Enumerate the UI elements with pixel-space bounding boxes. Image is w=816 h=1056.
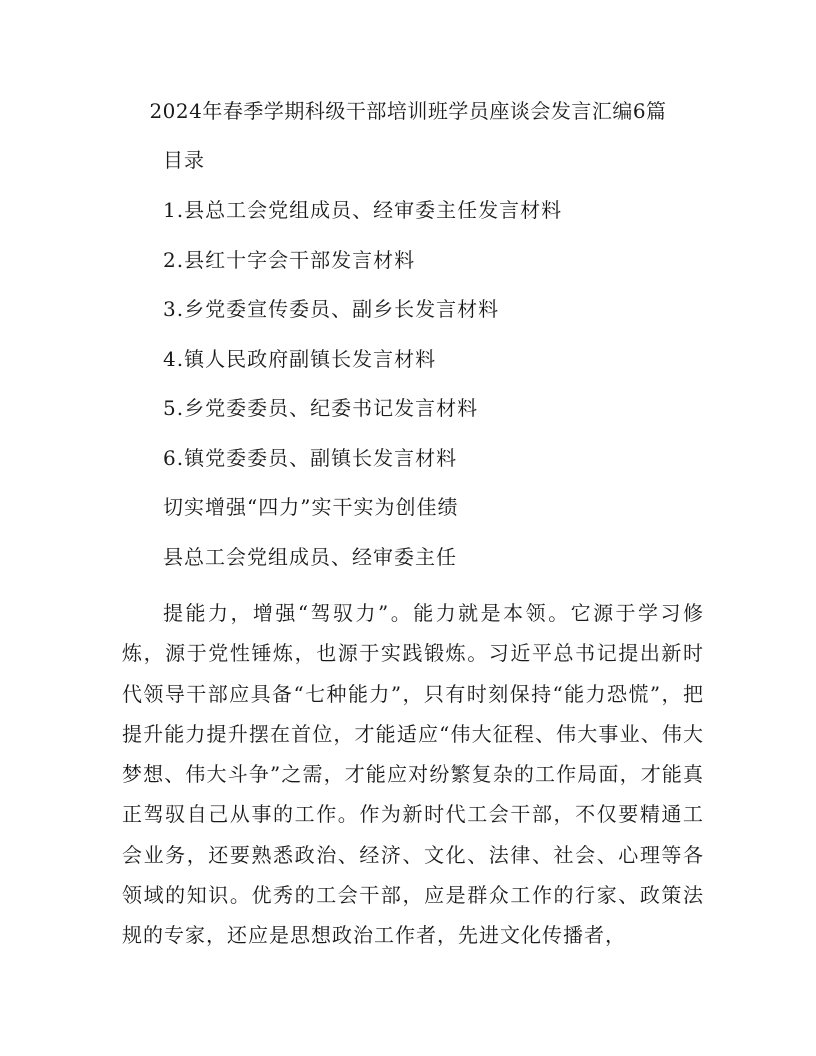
- toc-heading: 目录: [163, 148, 205, 172]
- toc-item-3: 3.乡党委宣传委员、副乡长发言材料: [163, 297, 500, 321]
- body-paragraph: 提能力，增强“驾驭力”。能力就是本领。它源于学习修炼，源于党性锤炼，也源于实践锻炼。习近平总书记提出新时代领导干部应具备“七种能力”，只有时刻保持“能力恐慌”，把提升能力提升摆在首位，才能适应“伟大征程、伟大事业、伟大梦想、伟大斗争”之需，才能应对纷繁复杂的工作局面，才能真正驾驭自己从事的工作。作为新时代工会干部，不仅要精通工会业务，还要熟悉政治、经济、文化、法律、社会、心理等各领域的知识。优秀的工会干部，应是群众工作的行家、政策法规的专家，还应是思想政治工作者，先进文化传播者，: [122, 601, 704, 948]
- document-title: 2024年春季学期科级干部培训班学员座谈会发言汇编6篇: [149, 99, 667, 123]
- toc-item-6: 6.镇党委委员、副镇长发言材料: [163, 446, 458, 470]
- article-author: 县总工会党组成员、经审委主任: [163, 545, 457, 569]
- article-title: 切实增强“四力”实干实为创佳绩: [163, 495, 459, 519]
- toc-item-2: 2.县红十字会干部发言材料: [163, 248, 416, 272]
- toc-item-5: 5.乡党委委员、纪委书记发言材料: [163, 396, 479, 420]
- toc-item-1: 1.县总工会党组成员、经审委主任发言材料: [163, 198, 563, 222]
- toc-item-4: 4.镇人民政府副镇长发言材料: [163, 347, 437, 371]
